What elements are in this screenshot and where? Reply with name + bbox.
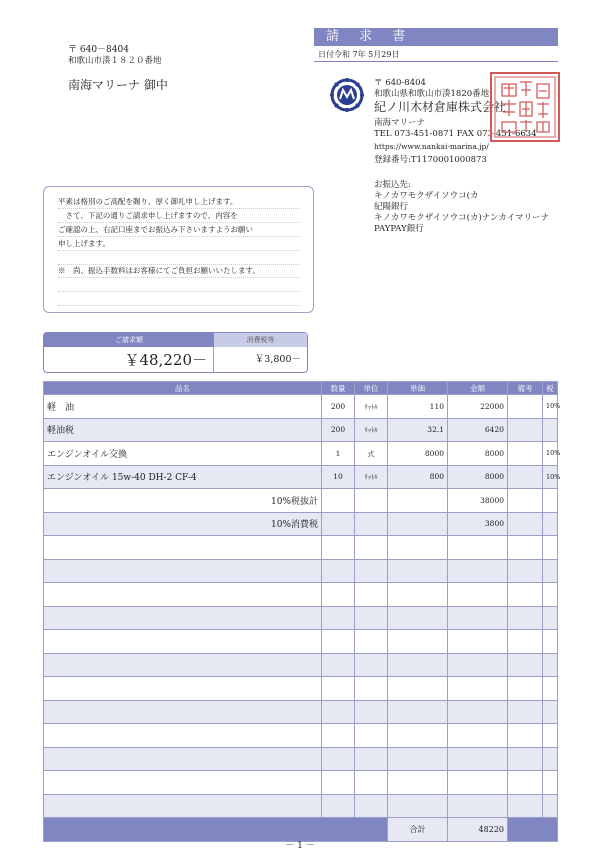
cell-note	[508, 418, 543, 442]
cell-qty	[322, 700, 355, 724]
tax-label: 消費税等	[214, 333, 307, 347]
cell-item	[44, 536, 322, 560]
cell-unit: ﾘｯﾄﾙ	[355, 418, 388, 442]
col-header-amount: 金額	[448, 382, 508, 395]
issuer-postal: 〒 640-8404	[374, 78, 426, 88]
total-label: 合計	[388, 818, 448, 842]
total-value: 48220	[448, 818, 508, 842]
cell-qty: 200	[322, 418, 355, 442]
cell-unit: ﾘｯﾄﾙ	[355, 395, 388, 419]
cell-price	[388, 653, 448, 677]
cell-unit: ﾘｯﾄﾙ	[355, 465, 388, 489]
issuer-tel-fax: TEL 073-451-0871 FAX 073-451-6634	[374, 129, 537, 139]
cell-amount: 6420	[448, 418, 508, 442]
cell-price	[388, 677, 448, 701]
cell-tax	[543, 536, 558, 560]
issuer-reg-no: 登録番号:T1170001000873	[374, 155, 487, 165]
cell-note	[508, 583, 543, 607]
col-header-unit: 単位	[355, 382, 388, 395]
issuer-division: 南海マリーナ	[374, 118, 426, 128]
cell-tax	[543, 794, 558, 818]
cell-note	[508, 677, 543, 701]
cell-item	[44, 583, 322, 607]
cell-amount	[448, 794, 508, 818]
table-header-row	[44, 382, 558, 395]
table-row	[44, 724, 558, 748]
message-line: ご確認の上、右記口座までお振込み下さいますようお願い	[58, 223, 300, 237]
table-row	[44, 489, 558, 513]
cell-qty	[322, 677, 355, 701]
cell-price	[388, 559, 448, 583]
cell-tax	[543, 630, 558, 654]
col-header-tax: 税	[543, 382, 558, 395]
cell-amount	[448, 724, 508, 748]
cell-tax	[543, 418, 558, 442]
message-line: さて、下記の通りご請求申し上げますので、内容を	[58, 209, 300, 223]
billed-amount-label: ご請求額	[44, 333, 214, 347]
cell-item	[44, 700, 322, 724]
cell-qty	[322, 653, 355, 677]
cell-tax	[543, 724, 558, 748]
cell-amount: 22000	[448, 395, 508, 419]
table-row	[44, 418, 558, 442]
cell-note	[508, 771, 543, 795]
cell-item: 軽 油	[44, 395, 322, 419]
cell-price	[388, 630, 448, 654]
cell-price	[388, 771, 448, 795]
cell-item: 10%税抜計	[44, 489, 322, 513]
company-seal-icon	[490, 72, 560, 142]
cell-item	[44, 653, 322, 677]
cell-unit	[355, 536, 388, 560]
cell-note	[508, 465, 543, 489]
cell-item	[44, 794, 322, 818]
payment-line: キノカワモクザイソウコ(カ	[374, 191, 479, 201]
cell-tax	[543, 559, 558, 583]
cell-item: エンジンオイル 15w-40 DH-2 CF-4	[44, 465, 322, 489]
cell-tax	[543, 747, 558, 771]
payment-label: お振込先:	[374, 180, 411, 190]
message-line: 平素は格別のご高配を賜り、厚く御礼申し上げます。	[58, 195, 300, 209]
cell-amount: 8000	[448, 465, 508, 489]
cell-price: 800	[388, 465, 448, 489]
cell-unit	[355, 653, 388, 677]
payment-line: キノカワモクザイソウコ(カ)ナンカイマリーナ	[374, 213, 550, 223]
cell-qty: 10	[322, 465, 355, 489]
cell-note	[508, 747, 543, 771]
col-header-item: 品名	[44, 382, 322, 395]
cell-amount: 3800	[448, 512, 508, 536]
cell-note	[508, 395, 543, 419]
table-row	[44, 653, 558, 677]
table-row	[44, 677, 558, 701]
cell-qty	[322, 794, 355, 818]
table-row	[44, 771, 558, 795]
col-header-note: 備考	[508, 382, 543, 395]
cell-qty	[322, 724, 355, 748]
message-line	[58, 292, 300, 306]
cell-unit: 式	[355, 442, 388, 466]
col-header-qty: 数量	[322, 382, 355, 395]
cell-amount	[448, 630, 508, 654]
company-logo-icon	[330, 78, 364, 112]
cell-tax: 10%	[543, 395, 558, 419]
cell-unit	[355, 583, 388, 607]
cell-amount: 8000	[448, 442, 508, 466]
cell-qty	[322, 583, 355, 607]
cell-unit	[355, 559, 388, 583]
cell-price	[388, 747, 448, 771]
cell-qty	[322, 489, 355, 513]
table-row	[44, 465, 558, 489]
col-header-price: 単価	[388, 382, 448, 395]
cell-tax	[543, 771, 558, 795]
message-line	[58, 251, 300, 265]
cell-note	[508, 724, 543, 748]
cell-tax	[543, 512, 558, 536]
cell-item	[44, 606, 322, 630]
cell-note	[508, 700, 543, 724]
cell-tax	[543, 606, 558, 630]
cell-unit	[355, 700, 388, 724]
cell-tax	[543, 677, 558, 701]
cell-item	[44, 677, 322, 701]
cell-amount	[448, 583, 508, 607]
cell-item	[44, 771, 322, 795]
cell-tax	[543, 489, 558, 513]
cell-price	[388, 794, 448, 818]
message-box	[43, 186, 314, 313]
recipient-address: 和歌山市湊１８２０番地	[68, 56, 162, 66]
cell-price	[388, 700, 448, 724]
page-number: － 1 －	[285, 841, 315, 851]
cell-note	[508, 653, 543, 677]
cell-tax	[543, 583, 558, 607]
cell-item	[44, 559, 322, 583]
cell-unit	[355, 747, 388, 771]
payment-line: 紀陽銀行	[374, 202, 409, 212]
table-row	[44, 395, 558, 419]
cell-tax	[543, 700, 558, 724]
table-row	[44, 794, 558, 818]
cell-unit	[355, 512, 388, 536]
table-row	[44, 700, 558, 724]
cell-note	[508, 794, 543, 818]
cell-price: 32.1	[388, 418, 448, 442]
cell-price	[388, 512, 448, 536]
cell-amount	[448, 536, 508, 560]
cell-price	[388, 536, 448, 560]
cell-amount	[448, 559, 508, 583]
cell-qty: 1	[322, 442, 355, 466]
message-line: 申し上げます。	[58, 237, 300, 251]
cell-item	[44, 724, 322, 748]
cell-unit	[355, 771, 388, 795]
cell-note	[508, 630, 543, 654]
cell-item: 軽油税	[44, 418, 322, 442]
cell-unit	[355, 794, 388, 818]
issuer-url: https://www.nankai-marina.jp/	[374, 142, 489, 151]
cell-note	[508, 536, 543, 560]
cell-price	[388, 583, 448, 607]
cell-item	[44, 630, 322, 654]
cell-unit	[355, 489, 388, 513]
cell-tax	[543, 653, 558, 677]
cell-unit	[355, 677, 388, 701]
table-row	[44, 559, 558, 583]
cell-tax: 10%	[543, 442, 558, 466]
cell-price	[388, 606, 448, 630]
cell-qty	[322, 559, 355, 583]
cell-price: 8000	[388, 442, 448, 466]
cell-item: 10%消費税	[44, 512, 322, 536]
cell-unit	[355, 606, 388, 630]
message-line	[58, 278, 300, 292]
table-row	[44, 606, 558, 630]
billed-amount-value: ￥48,220－	[44, 347, 214, 373]
cell-note	[508, 559, 543, 583]
cell-tax: 10%	[543, 465, 558, 489]
table-row	[44, 442, 558, 466]
totals-box	[43, 332, 308, 373]
cell-unit	[355, 630, 388, 654]
cell-price	[388, 489, 448, 513]
cell-qty	[322, 630, 355, 654]
cell-qty: 200	[322, 395, 355, 419]
cell-note	[508, 606, 543, 630]
table-row	[44, 583, 558, 607]
cell-qty	[322, 536, 355, 560]
cell-amount	[448, 606, 508, 630]
issue-date: 日付令和 7年 5月29日	[314, 48, 558, 62]
cell-qty	[322, 747, 355, 771]
cell-qty	[322, 606, 355, 630]
cell-qty	[322, 512, 355, 536]
issuer-company: 紀ノ川木材倉庫株式会社	[374, 100, 507, 114]
tax-value: ￥3,800－	[254, 354, 301, 365]
cell-amount	[448, 747, 508, 771]
cell-amount	[448, 700, 508, 724]
table-row	[44, 512, 558, 536]
cell-note	[508, 512, 543, 536]
table-row	[44, 747, 558, 771]
recipient-postal: 〒 640－8404	[68, 45, 129, 55]
cell-amount	[448, 653, 508, 677]
cell-price	[388, 724, 448, 748]
cell-note	[508, 442, 543, 466]
items-table	[43, 381, 561, 842]
cell-amount: 38000	[448, 489, 508, 513]
recipient-name: 南海マリーナ 御中	[68, 78, 168, 92]
table-row	[44, 536, 558, 560]
cell-unit	[355, 724, 388, 748]
table-row	[44, 630, 558, 654]
cell-item: エンジンオイル交換	[44, 442, 322, 466]
cell-qty	[322, 771, 355, 795]
cell-amount	[448, 677, 508, 701]
message-line: ※ 尚、振込手数料はお客様にてご負担お願いいたします。	[58, 264, 300, 278]
payment-line: PAYPAY銀行	[374, 224, 424, 234]
cell-item	[44, 747, 322, 771]
cell-price: 110	[388, 395, 448, 419]
document-title: 請 求 書	[314, 28, 558, 46]
cell-note	[508, 489, 543, 513]
issuer-address: 和歌山県和歌山市湊1820番地	[374, 89, 490, 99]
cell-amount	[448, 771, 508, 795]
